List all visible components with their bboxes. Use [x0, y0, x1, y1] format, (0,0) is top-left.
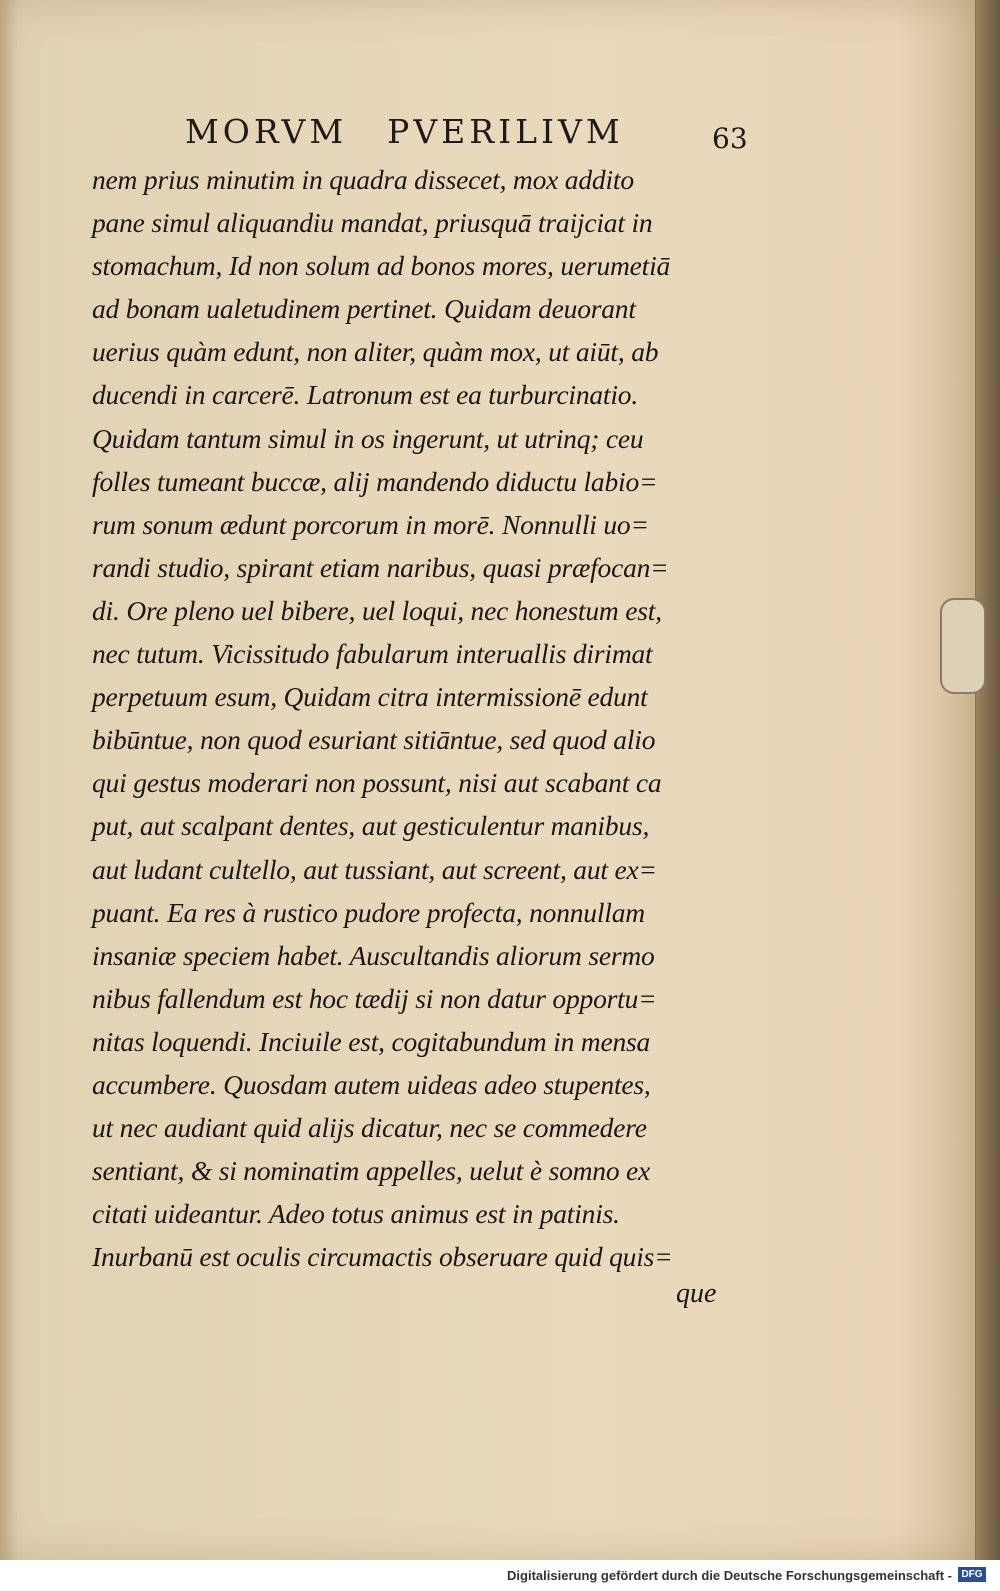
text-line: nem prius minutim in quadra dissecet, mox addito [92, 164, 634, 195]
text-line: puant. Ea res à rustico pudore profecta, nonnullam [92, 896, 645, 928]
text-line: nibus fallendum est hoc tædij si non datur opportu= [92, 982, 657, 1014]
text-line: nec tutum. Vicissitudo fabularum interuallis dirimat [92, 638, 653, 670]
page-tab [940, 598, 986, 694]
body-text [92, 158, 742, 1278]
text-line: ad bonam ualetudinem pertinet. Quidam deuorant [92, 293, 636, 325]
text-line: folles tumeant buccæ, alij mandendo diductu labio= [92, 465, 658, 497]
page-number: 63 [712, 122, 748, 155]
text-line: ut nec audiant quid alijs dicatur, nec se commedere [92, 1112, 647, 1144]
text-line: sentiant, & si nominatim appelles, uelut è somno ex [92, 1155, 651, 1187]
text-line: rum sonum ædunt porcorum in morē. Nonnulli uo= [92, 508, 649, 540]
text-line: di. Ore pleno uel bibere, uel loqui, nec honestum est, [92, 594, 662, 626]
text-line: aut ludant cultello, aut tussiant, aut screent, aut ex= [92, 853, 657, 885]
text-line: Quidam tantum simul in os ingerunt, ut utrinq; ceu [92, 422, 644, 454]
text-line: Inurbanū est oculis circumactis obseruare quid quis= [92, 1241, 673, 1273]
text-line: nitas loquendi. Inciuile est, cogitabundum in mensa [92, 1025, 651, 1057]
running-title-right: PVERILIVM [387, 112, 624, 151]
text-line: citati uideantur. Adeo totus animus est in patinis. [92, 1198, 620, 1230]
running-header [185, 112, 624, 151]
text-line: bibūntue, non quod esuriant sitiāntue, sed quod alio [92, 724, 656, 756]
text-line: insaniæ speciem habet. Auscultandis aliorum sermo [92, 939, 655, 971]
running-title-left: MORVM [185, 112, 348, 151]
text-line: accumbere. Quosdam autem uideas adeo stupentes, [92, 1068, 651, 1100]
footer-bar [0, 1560, 1000, 1591]
text-line: qui gestus moderari non possunt, nisi aut scabant ca [92, 767, 662, 799]
text-line: uerius quàm edunt, non aliter, quàm mox, ut aiūt, ab [92, 336, 659, 368]
dfg-logo-icon: DFG [958, 1567, 986, 1582]
text-line: ducendi in carcerē. Latronum est ea turburcinatio. [92, 379, 639, 411]
text-line: perpetuum esum, Quidam citra intermissionē edunt [92, 681, 648, 713]
funding-credit: Digitalisierung gefördert durch die Deutsche Forschungsgemeinschaft - [507, 1568, 952, 1583]
text-line: stomachum, Id non solum ad bonos mores, uerumetiā [92, 250, 671, 282]
text-line: randi studio, spirant etiam naribus, quasi præfocan= [92, 551, 669, 583]
catchword: que [676, 1278, 717, 1309]
text-line: put, aut scalpant dentes, aut gesticulentur manibus, [92, 810, 650, 842]
text-line: pane simul aliquandiu mandat, priusquā traijciat in [92, 207, 653, 239]
